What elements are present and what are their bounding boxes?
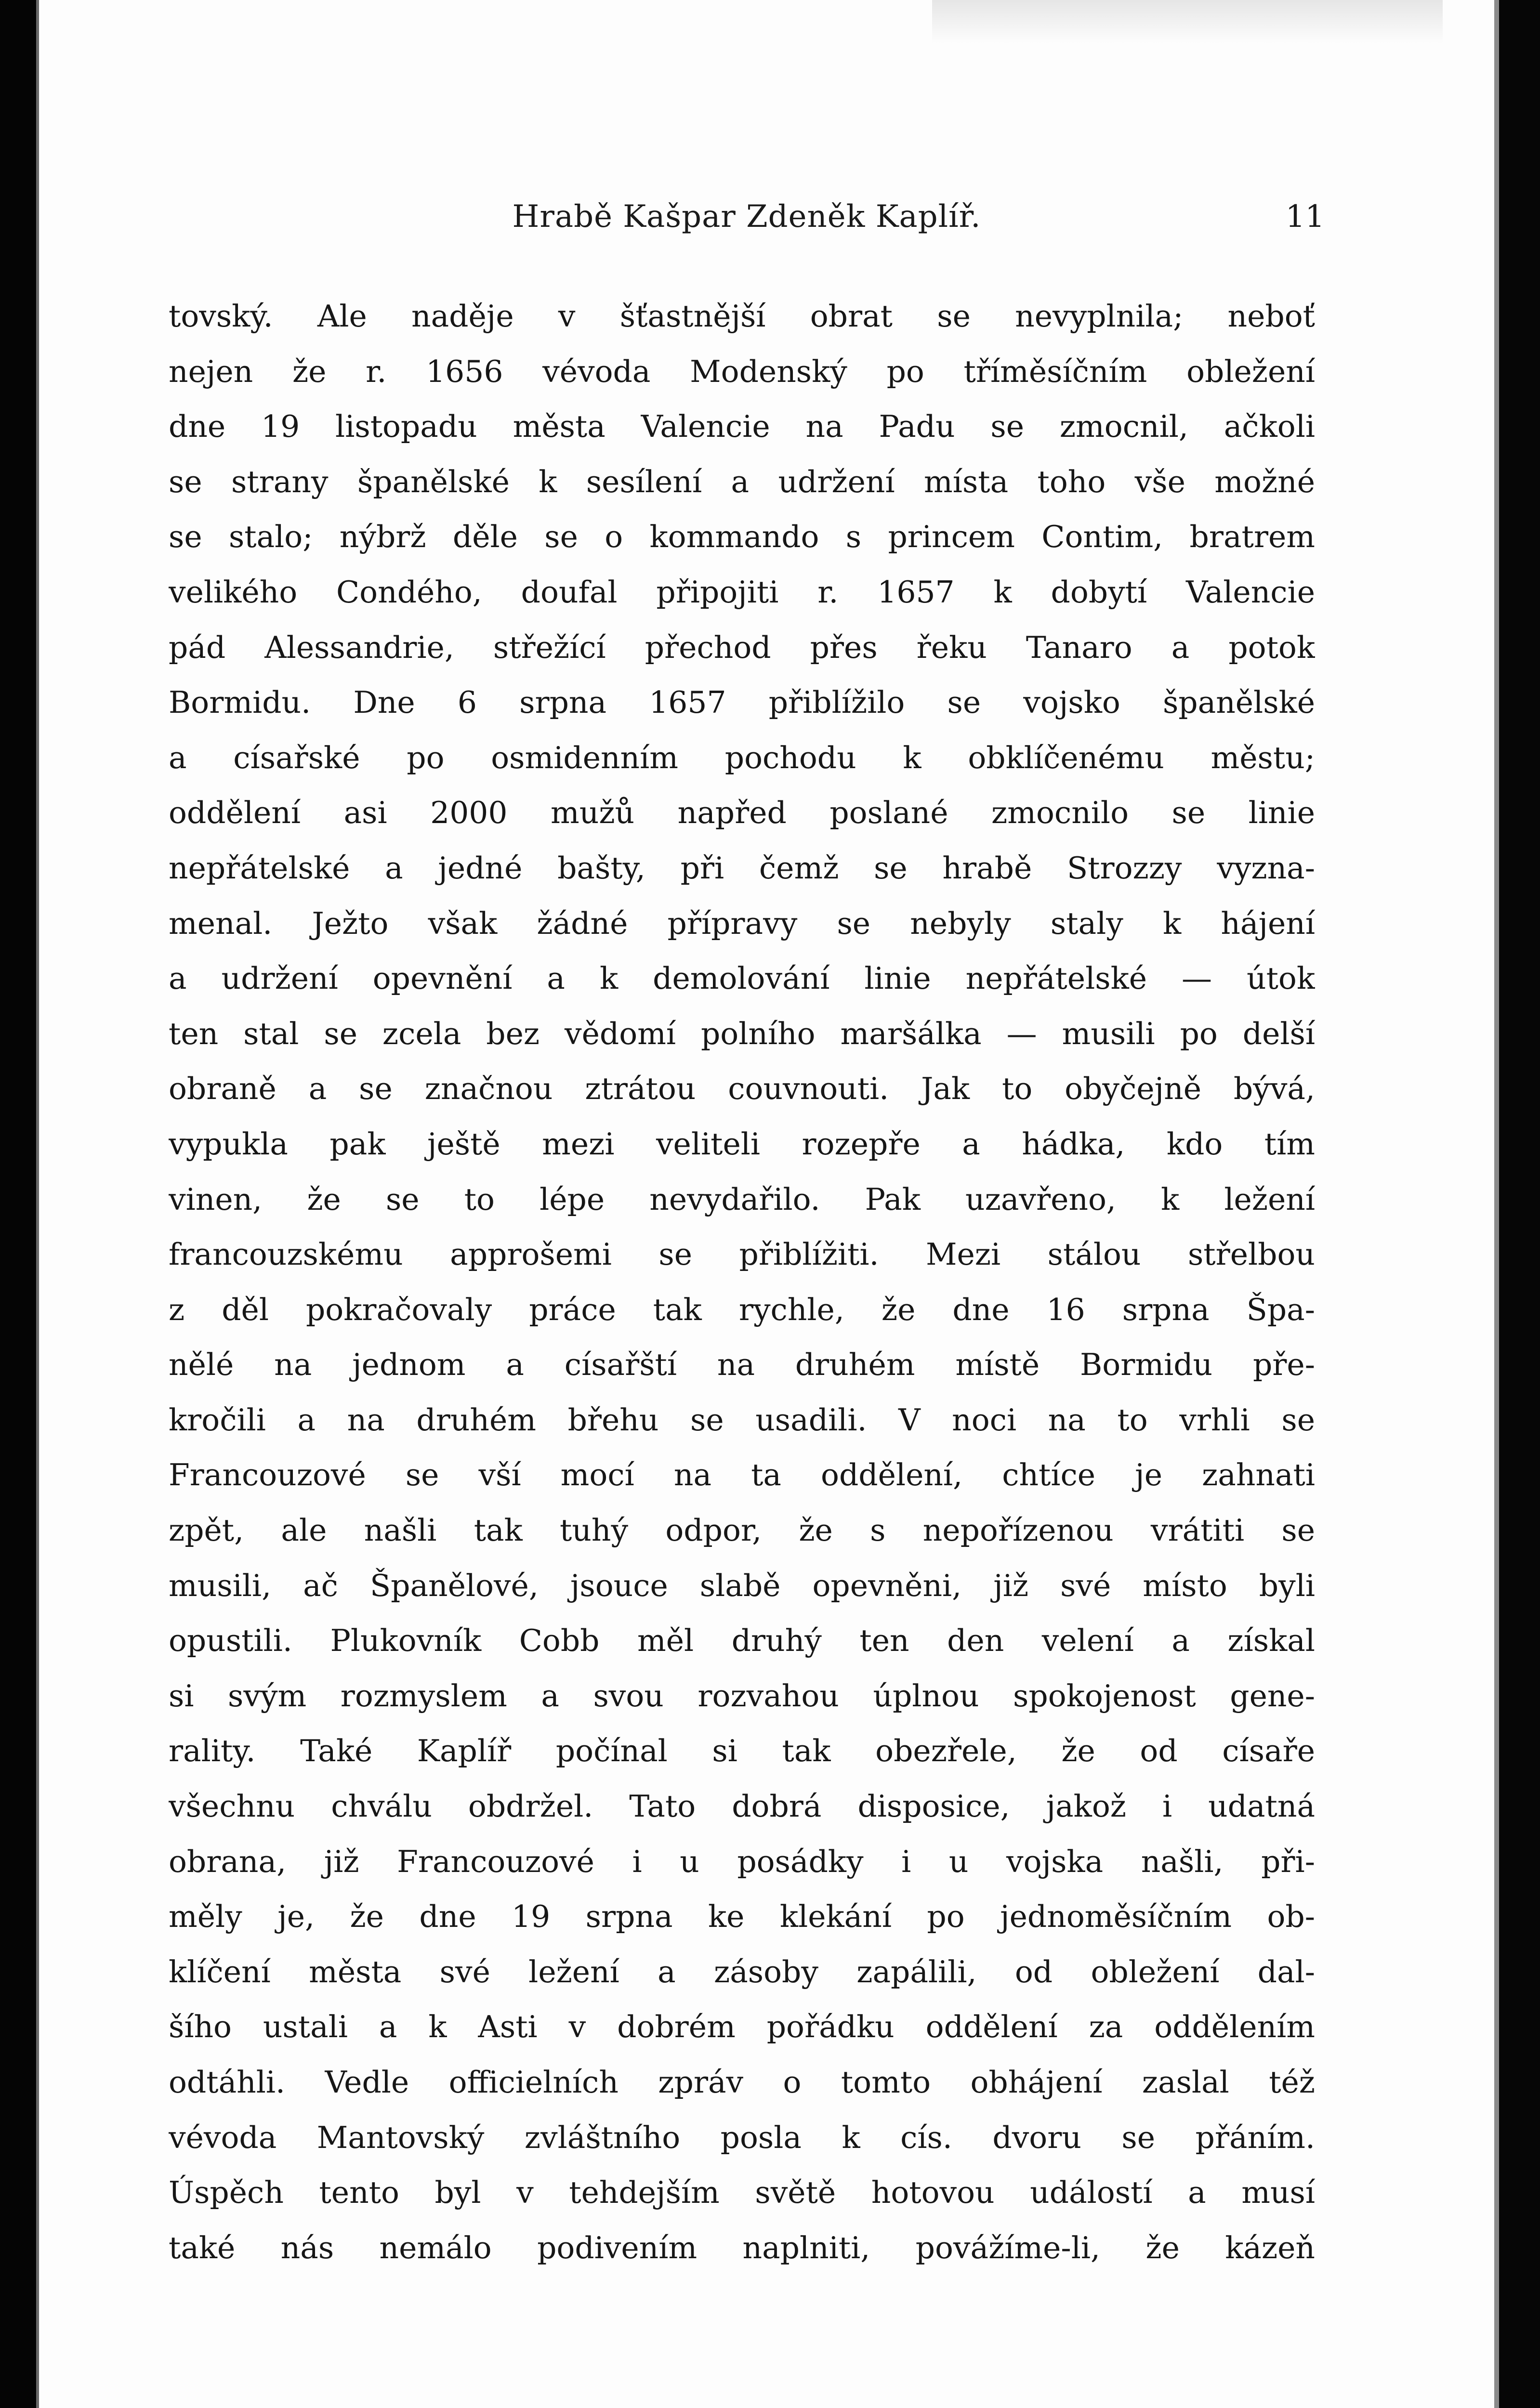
text-line: dne 19 listopadu města Valencie na Padu se zmocnil, ačkoli [169,409,1315,445]
running-title: Hrabě Kašpar Zdeněk Kaplíř. [512,199,981,235]
text-line: pád Alessandrie, střežící přechod přes řeku Tanaro a potok [169,629,1315,665]
text-line: šího ustali a k Asti v dobrém pořádku oddělení za oddělením [169,2009,1315,2045]
text-line: a udržení opevnění a k demolování linie nepřátelské — útok [169,961,1315,996]
text-line: vinen, že se to lépe nevydařilo. Pak uzavřeno, k ležení [169,1181,1315,1217]
text-line: Francouzové se vší mocí na ta oddělení, chtíce je zahnati [169,1457,1315,1493]
text-line: vypukla pak ještě mezi veliteli rozepře a hádka, kdo tím [169,1126,1315,1162]
text-line: francouzskému approšemi se přiblížiti. Mezi stálou střelbou [169,1237,1315,1272]
text-line: se stalo; nýbrž děle se o kommando s princem Contim, bratrem [169,519,1315,555]
scan-left-border-fringe [36,0,39,2408]
text-line: měly je, že dne 19 srpna ke klekání po jednoměsíčním ob- [169,1899,1315,1935]
text-line: nělé na jednom a císařští na druhém místě Bormidu pře- [169,1347,1315,1383]
text-line: klíčení města své ležení a zásoby zapálili, od obležení dal- [169,1954,1315,1989]
text-line: vévoda Mantovský zvláštního posla k cís. dvoru se přáním. [169,2120,1315,2155]
scan-left-border [0,0,36,2408]
text-line: nejen že r. 1656 vévoda Modenský po tříměsíčním obležení [169,353,1315,389]
scan-right-border-fringe [1494,0,1499,2408]
text-line: tovský. Ale naděje v šťastnější obrat se nevyplnila; neboť [169,299,1315,334]
text-line: opustili. Plukovník Cobb měl druhý ten den velení a získal [169,1623,1315,1659]
scan-right-border [1499,0,1540,2408]
text-line: oddělení asi 2000 mužů napřed poslané zmocnilo se linie [169,795,1315,831]
text-line: Úspěch tento byl v tehdejším světě hotovou událostí a musí [169,2175,1315,2211]
text-line: ten stal se zcela bez vědomí polního maršálka — musili po delší [169,1016,1315,1051]
text-line: musili, ač Španělové, jsouce slabě opevněni, již své místo byli [169,1568,1315,1603]
scan-smudge [932,0,1443,43]
text-line: také nás nemálo podivením naplniti, povážíme-li, že kázeň [169,2230,1315,2265]
page-number: 11 [1285,199,1325,235]
page-header [169,193,1325,241]
body-text [169,289,1315,2276]
text-line: velikého Condého, doufal připojiti r. 1657 k dobytí Valencie [169,574,1315,610]
text-line: Bormidu. Dne 6 srpna 1657 přiblížilo se vojsko španělské [169,685,1315,720]
text-line: z děl pokračovaly práce tak rychle, že dne 16 srpna Špa- [169,1292,1315,1327]
text-line: se strany španělské k sesílení a udržení místa toho vše možné [169,464,1315,499]
text-line: zpět, ale našli tak tuhý odpor, že s nepořízenou vrátiti se [169,1513,1315,1548]
text-line: obrana, již Francouzové i u posádky i u vojska našli, při- [169,1844,1315,1879]
text-line: odtáhli. Vedle officielních zpráv o tomto obhájení zaslal též [169,2065,1315,2100]
text-line: si svým rozmyslem a svou rozvahou úplnou spokojenost gene- [169,1678,1315,1714]
text-line: kročili a na druhém břehu se usadili. V noci na to vrhli se [169,1402,1315,1438]
text-line: obraně a se značnou ztrátou couvnouti. Jak to obyčejně bývá, [169,1071,1315,1107]
text-line: menal. Ježto však žádné přípravy se nebyly staly k hájení [169,905,1315,941]
text-line: rality. Také Kaplíř počínal si tak obezřele, že od císaře [169,1733,1315,1769]
text-line: a císařské po osmidenním pochodu k obklíčenému městu; [169,740,1315,775]
text-line: všechnu chválu obdržel. Tato dobrá disposice, jakož i udatná [169,1789,1315,1824]
text-line: nepřátelské a jedné bašty, při čemž se hrabě Strozzy vyzna- [169,850,1315,886]
